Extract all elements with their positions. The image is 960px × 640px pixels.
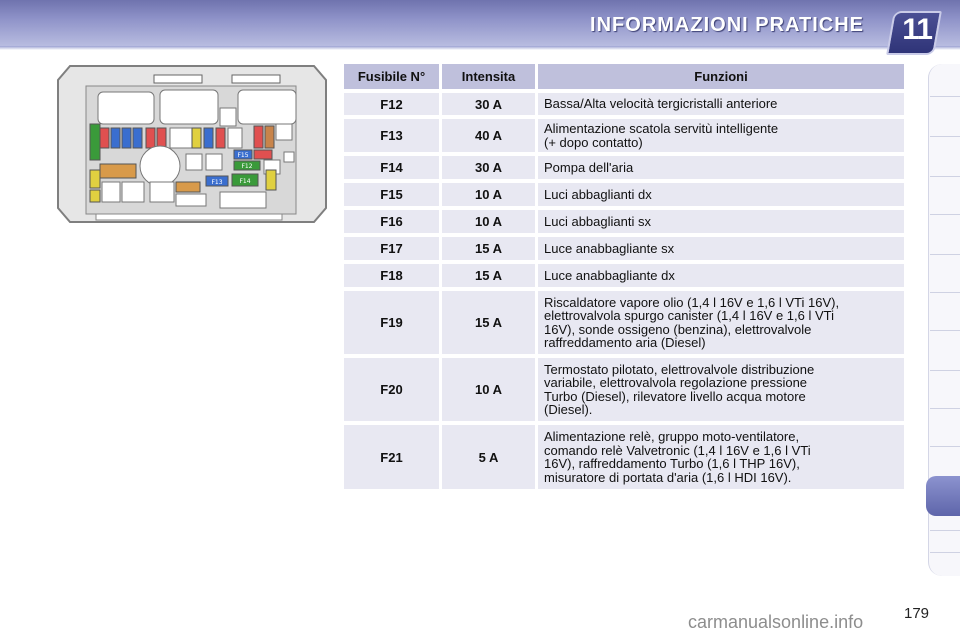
side-tab-divider bbox=[930, 176, 960, 177]
fuse-number: F19 bbox=[344, 291, 439, 354]
fuse-function: Pompa dell'aria bbox=[538, 156, 904, 179]
table-row bbox=[344, 291, 904, 354]
fuse-function: Luce anabbagliante dx bbox=[538, 264, 904, 287]
side-tab-divider bbox=[930, 330, 960, 331]
fuse-number: F16 bbox=[344, 210, 439, 233]
page-title: INFORMAZIONI PRATICHE bbox=[590, 14, 864, 36]
table-row bbox=[344, 264, 904, 287]
table-row bbox=[344, 237, 904, 260]
fuse-amperage: 10 A bbox=[442, 183, 535, 206]
fuse-amperage: 40 A bbox=[442, 119, 535, 152]
fuse-function: Riscaldatore vapore olio (1,4 l 16V e 1,6 l VTi 16V), elettrovalvola spurgo canister (1,4 l 16V e 1,6 l VTi 16V), sonde ossigeno (benzina), elettrovalvole raffreddamento aria (Diesel) bbox=[538, 291, 904, 354]
fuse-label-f12: F12 bbox=[241, 163, 253, 170]
table-row bbox=[344, 425, 904, 489]
side-tab-divider bbox=[930, 136, 960, 137]
column-header-amperage: Intensita bbox=[442, 64, 535, 89]
fuse-number: F14 bbox=[344, 156, 439, 179]
fuse-number: F21 bbox=[344, 425, 439, 489]
fuse-number: F18 bbox=[344, 264, 439, 287]
fuse-table bbox=[344, 64, 904, 493]
fuse-number: F13 bbox=[344, 119, 439, 152]
fuse-amperage: 30 A bbox=[442, 93, 535, 115]
table-row bbox=[344, 119, 904, 152]
side-tab-divider bbox=[930, 96, 960, 97]
side-tab-divider bbox=[930, 446, 960, 447]
fuse-amperage: 10 A bbox=[442, 358, 535, 421]
side-tab-divider bbox=[930, 408, 960, 409]
column-header-functions: Funzioni bbox=[538, 64, 904, 89]
fuse-function: Luci abbaglianti sx bbox=[538, 210, 904, 233]
table-row bbox=[344, 183, 904, 206]
page-number: 179 bbox=[904, 605, 930, 622]
fuse-function: Alimentazione relè, gruppo moto-ventilatore, comando relè Valvetronic (1,4 l 16V e 1,6 l VTi 16V), raffreddamento Turbo (1,6 l THP 16V), misuratore di portata d'aria (1,6 l HDI 16V). bbox=[538, 425, 904, 489]
fuse-number: F12 bbox=[344, 93, 439, 115]
fuse-label-f13: F13 bbox=[211, 179, 223, 186]
table-header-row bbox=[344, 64, 904, 89]
fuse-amperage: 15 A bbox=[442, 237, 535, 260]
chapter-number: 11 bbox=[902, 13, 932, 46]
fuse-amperage: 5 A bbox=[442, 425, 535, 489]
side-tab-active[interactable] bbox=[926, 476, 960, 516]
fuse-function: Luce anabbagliante sx bbox=[538, 237, 904, 260]
column-header-fuse: Fusibile N° bbox=[344, 64, 439, 89]
fuse-number: F20 bbox=[344, 358, 439, 421]
fuse-amperage: 15 A bbox=[442, 264, 535, 287]
fuse-amperage: 30 A bbox=[442, 156, 535, 179]
fuse-number: F17 bbox=[344, 237, 439, 260]
side-tab-divider bbox=[930, 370, 960, 371]
fuse-box-diagram bbox=[56, 64, 328, 224]
side-tab-divider bbox=[930, 552, 960, 553]
table-row bbox=[344, 358, 904, 421]
fuse-amperage: 15 A bbox=[442, 291, 535, 354]
side-tab-divider bbox=[930, 530, 960, 531]
fuse-label-f14: F14 bbox=[239, 178, 251, 185]
side-tab-divider bbox=[930, 292, 960, 293]
fuse-amperage: 10 A bbox=[442, 210, 535, 233]
table-row bbox=[344, 156, 904, 179]
side-tab-divider bbox=[930, 214, 960, 215]
fuse-number: F15 bbox=[344, 183, 439, 206]
table-row bbox=[344, 93, 904, 115]
watermark: carmanualsonline.info bbox=[688, 612, 864, 632]
fuse-function: Bassa/Alta velocità tergicristalli anteriore bbox=[538, 93, 904, 115]
fuse-function: Alimentazione scatola servitù intelligente (+ dopo contatto) bbox=[538, 119, 904, 152]
side-tab-divider bbox=[930, 254, 960, 255]
fuse-function: Luci abbaglianti dx bbox=[538, 183, 904, 206]
fuse-function: Termostato pilotato, elettrovalvole distribuzione variabile, elettrovalvola regolazione pressione Turbo (Diesel), rilevatore livello acqua motore (Diesel). bbox=[538, 358, 904, 421]
table-row bbox=[344, 210, 904, 233]
fuse-label-f15: F15 bbox=[237, 152, 249, 159]
